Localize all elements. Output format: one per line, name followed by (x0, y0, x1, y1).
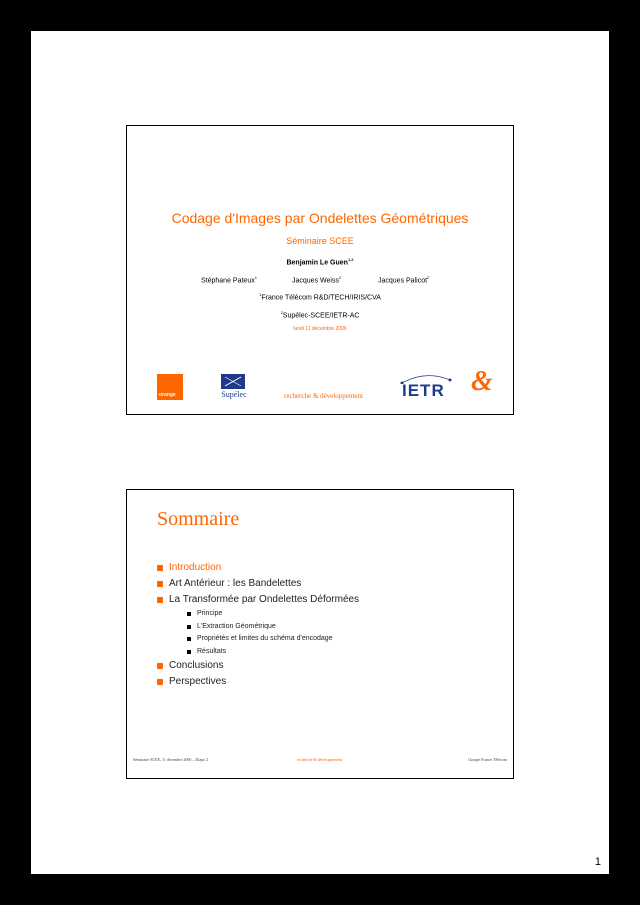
rd-label: recherche & développement (284, 392, 363, 400)
page-number: 1 (594, 856, 601, 868)
document-page (31, 31, 609, 874)
bullet-icon (187, 625, 191, 629)
slide-subtitle: Séminaire SCEE (286, 236, 354, 246)
france-telecom-logo: & (471, 366, 493, 397)
bullet-icon (187, 650, 191, 654)
supelec-emblem-icon (221, 374, 245, 389)
coauthor-2: Jacques Weiss$^2$ (292, 275, 342, 285)
bullet-icon (187, 612, 191, 616)
bullet-icon (187, 637, 191, 641)
bullet-icon (157, 663, 163, 669)
orange-logo: orange (157, 374, 183, 400)
sub-list-item: L'Extraction Géométrique (169, 621, 359, 634)
list-item: Art Antérieur : les Bandelettes (157, 576, 359, 592)
sub-list-item: Principe (169, 608, 359, 621)
slide-title: Codage d'Images par Ondelettes Géométriques (171, 210, 469, 226)
ietr-logo: IETR (400, 374, 452, 400)
affiliation-2: $^2$Supélec-SCEE/IETR-AC (280, 310, 360, 320)
bullet-icon (157, 581, 163, 587)
bullet-icon (157, 565, 163, 571)
coauthor-1: Stéphane Pateux$^1$ (201, 275, 257, 285)
list-item: Introduction (157, 560, 359, 576)
list-item: Conclusions (157, 658, 359, 674)
bullet-icon (157, 679, 163, 685)
list-item: La Transformée par Ondelettes Déformées Principe L'Extraction Géométrique Propriétés et limites du schéma d'encodage Résultats (157, 592, 359, 658)
summary-list (157, 560, 359, 690)
slide-title: Sommaire (157, 508, 240, 530)
footer-left: Séminaire SCEE, 11 décembre 2006 – Diapo 2 (133, 757, 209, 762)
supelec-logo: Supélec (217, 374, 251, 400)
presentation-date: lundi 11 décembre 2006 (293, 326, 347, 332)
main-author: Benjamin Le Guen$^{1,2}$ (286, 257, 354, 267)
affiliation-1: $^1$France Télécom R&D/TECH/IRIS/CVA (259, 292, 381, 302)
sub-list-item: Propriétés et limites du schéma d'encodage (169, 633, 359, 646)
sub-list-item: Résultats (169, 646, 359, 659)
footer-middle: recherche & développement (297, 757, 343, 762)
bullet-icon (157, 597, 163, 603)
title-slide (126, 125, 514, 415)
sub-list (169, 608, 359, 658)
list-item: Perspectives (157, 674, 359, 690)
coauthor-3: Jacques Palicot$^2$ (378, 275, 430, 285)
footer-right: Groupe France Télécom (468, 757, 507, 762)
summary-slide (126, 489, 514, 779)
